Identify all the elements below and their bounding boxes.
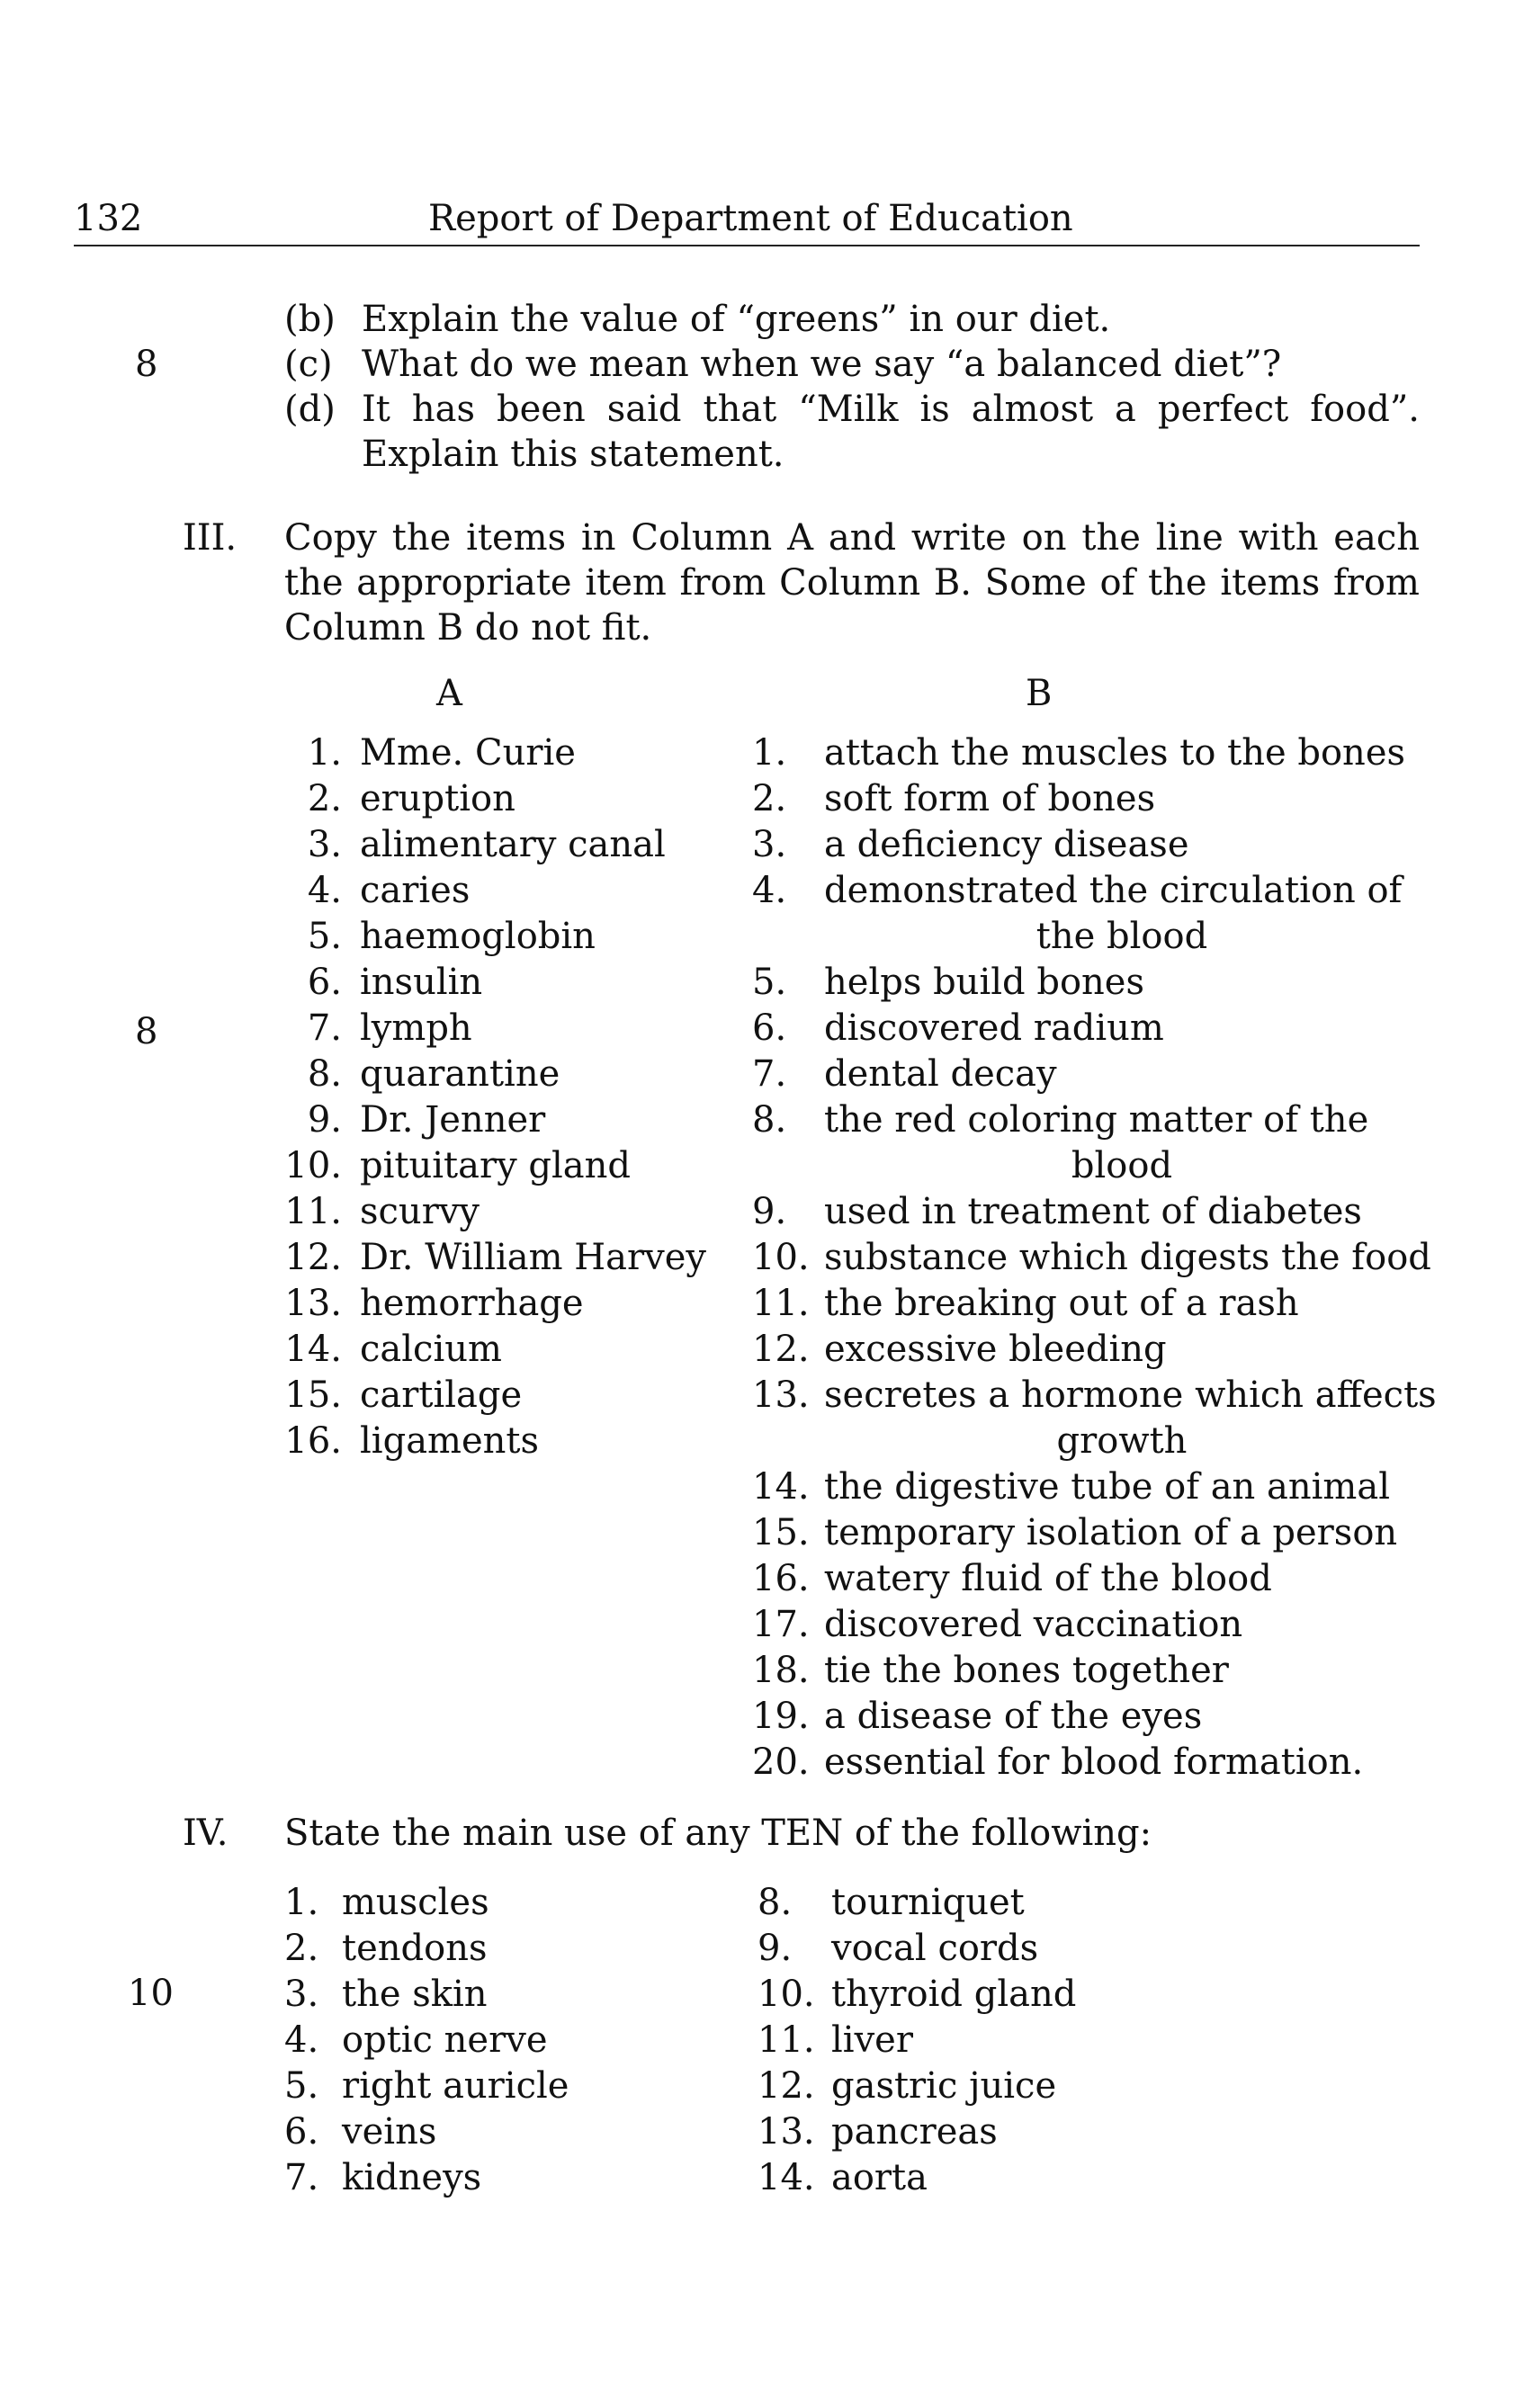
item-number: 16.: [752, 1558, 810, 1599]
question-c-text: What do we mean when we say “a balanced diet”?: [362, 344, 1282, 385]
list-item: [752, 1235, 1431, 1281]
list-item: [752, 960, 1420, 1006]
item-text: thyroid gland: [831, 1974, 1077, 2015]
list-item: [752, 1648, 1420, 1694]
item-text: caries: [360, 870, 471, 911]
question-b-text: Explain the value of “greens” in our diet.: [362, 299, 1111, 340]
question-c-label: (c): [284, 344, 333, 385]
item-number: 10.: [284, 1145, 342, 1186]
running-title: Report of Department of Education: [428, 198, 1073, 239]
item-number: 6.: [284, 2111, 319, 2153]
section-iii-instruction-line3: Column B do not fit.: [284, 607, 652, 649]
list-item: [284, 1926, 716, 1972]
section-iv-right-list: [758, 1880, 1387, 2201]
item-text: used in treatment of diabetes: [824, 1191, 1362, 1232]
item-number: 3.: [284, 1974, 319, 2015]
item-text: tourniquet: [831, 1882, 1025, 1923]
list-item: [270, 868, 702, 914]
item-number: 3.: [307, 824, 342, 865]
list-item: [270, 960, 702, 1006]
item-text: vocal cords: [831, 1928, 1039, 1969]
item-number: 15.: [284, 1374, 342, 1416]
list-item: [752, 1281, 1420, 1327]
item-text: the breaking out of a rash: [824, 1283, 1299, 1324]
item-text: muscles: [342, 1882, 489, 1923]
item-text: the red coloring matter of the: [824, 1099, 1369, 1141]
item-text-continuation: blood: [1071, 1145, 1173, 1186]
question-d-label: (d): [284, 389, 336, 430]
item-text: lymph: [360, 1007, 472, 1049]
item-text: discovered vaccination: [824, 1604, 1243, 1645]
item-number: 1.: [752, 732, 787, 774]
section-iii-marks: 8: [135, 1011, 158, 1052]
item-text: substance which digests the food: [824, 1237, 1431, 1278]
item-number: 6.: [307, 962, 342, 1003]
item-number: 17.: [752, 1604, 810, 1645]
section-iv-numeral: IV.: [183, 1813, 229, 1854]
item-text: ligaments: [360, 1420, 540, 1462]
item-text: eruption: [360, 778, 515, 819]
item-text: scurvy: [360, 1191, 480, 1232]
item-text: alimentary canal: [360, 824, 666, 865]
list-item: [752, 730, 1420, 776]
section-iii-instruction-line2: the appropriate item from Column B. Some of the items from: [284, 562, 1420, 604]
list-item: [270, 914, 702, 960]
item-text: haemoglobin: [360, 916, 596, 957]
item-text: calcium: [360, 1329, 502, 1370]
list-item: [758, 1972, 1387, 2018]
item-number: 15.: [752, 1512, 810, 1553]
item-text: attach the muscles to the bones: [824, 732, 1406, 774]
list-item: [270, 1097, 702, 1143]
section-ii-marks: 8: [135, 344, 158, 385]
item-text: pituitary gland: [360, 1145, 631, 1186]
item-number: 5.: [307, 916, 342, 957]
list-item: [752, 822, 1420, 868]
item-number: 9.: [758, 1928, 793, 1969]
list-item: [752, 1097, 1420, 1143]
list-item: [752, 1694, 1420, 1740]
item-text: Dr. William Harvey: [360, 1237, 707, 1278]
list-item: [752, 1464, 1420, 1510]
list-item: [758, 2018, 1387, 2063]
item-text: veins: [342, 2111, 437, 2153]
item-number: 9.: [752, 1191, 787, 1232]
item-text: Dr. Jenner: [360, 1099, 546, 1141]
column-b-heading: B: [1026, 673, 1053, 714]
list-item: [270, 1006, 702, 1052]
list-item: [284, 1972, 716, 2018]
item-number: 7.: [307, 1007, 342, 1049]
item-number: 4.: [284, 2019, 319, 2061]
item-number: 14.: [758, 2157, 815, 2198]
item-text: kidneys: [342, 2157, 482, 2198]
item-text: aorta: [831, 2157, 928, 2198]
section-iv-instruction: State the main use of any TEN of the following:: [284, 1813, 1152, 1854]
item-number: 14.: [752, 1466, 810, 1508]
list-item: [752, 1740, 1420, 1786]
item-number: 16.: [284, 1420, 342, 1462]
item-text: the skin: [342, 1974, 488, 2015]
list-item: [270, 1373, 702, 1419]
item-text: watery fluid of the blood: [824, 1558, 1272, 1599]
list-item: [270, 1235, 707, 1281]
item-number: 6.: [752, 1007, 787, 1049]
item-number: 4.: [752, 870, 787, 911]
item-number: 9.: [307, 1099, 342, 1141]
item-number: 12.: [758, 2065, 815, 2107]
section-iv-marks: 10: [128, 1973, 174, 2014]
item-number: 13.: [758, 2111, 815, 2153]
section-iii-numeral: III.: [183, 517, 238, 559]
list-item: [270, 1189, 702, 1235]
list-item: [284, 2018, 716, 2063]
item-text: a disease of the eyes: [824, 1696, 1203, 1737]
list-item: [752, 1602, 1420, 1648]
item-text-continuation: the blood: [1035, 916, 1208, 957]
list-item: [758, 2063, 1387, 2109]
question-b-label: (b): [284, 299, 336, 340]
list-item: [270, 1327, 702, 1373]
header-rule: [74, 245, 1420, 246]
item-number: 7.: [752, 1053, 787, 1095]
item-number: 1.: [284, 1882, 319, 1923]
item-number: 10.: [758, 1974, 815, 2015]
item-text: the digestive tube of an animal: [824, 1466, 1391, 1508]
item-text: right auricle: [342, 2065, 569, 2107]
item-text: a deficiency disease: [824, 824, 1189, 865]
item-number: 8.: [307, 1053, 342, 1095]
list-item: [752, 1327, 1420, 1373]
item-number: 10.: [752, 1237, 810, 1278]
item-text: quarantine: [360, 1053, 560, 1095]
list-item: [270, 1281, 702, 1327]
list-item: [752, 1556, 1420, 1602]
item-number: 11.: [284, 1191, 342, 1232]
item-number: 12.: [752, 1329, 810, 1370]
list-item: [270, 1143, 702, 1189]
item-number: 19.: [752, 1696, 810, 1737]
list-item-continuation: [752, 1143, 1420, 1189]
list-item: [270, 1419, 702, 1464]
list-item: [270, 776, 702, 822]
item-text: tendons: [342, 1928, 488, 1969]
item-text: essential for blood formation.: [824, 1741, 1364, 1783]
list-item: [752, 1052, 1420, 1097]
list-item: [758, 1880, 1387, 1926]
item-text: liver: [831, 2019, 913, 2061]
item-number: 1.: [307, 732, 342, 774]
item-number: 7.: [284, 2157, 319, 2198]
list-item: [752, 1510, 1420, 1556]
list-item: [284, 1880, 716, 1926]
list-item: [758, 2109, 1387, 2155]
item-text: demonstrated the circulation of: [824, 870, 1403, 911]
item-text-continuation: growth: [1056, 1420, 1188, 1462]
column-b-list: [752, 730, 1437, 1786]
item-number: 8.: [758, 1882, 793, 1923]
list-item-continuation: [752, 1419, 1420, 1464]
item-number: 20.: [752, 1741, 810, 1783]
item-number: 2.: [307, 778, 342, 819]
item-number: 12.: [284, 1237, 342, 1278]
list-item-continuation: [752, 914, 1420, 960]
item-number: 4.: [307, 870, 342, 911]
column-a-heading: A: [436, 673, 462, 714]
list-item: [758, 1926, 1387, 1972]
item-number: 2.: [752, 778, 787, 819]
list-item: [270, 822, 702, 868]
item-number: 13.: [752, 1374, 810, 1416]
item-number: 11.: [758, 2019, 815, 2061]
list-item: [752, 1373, 1437, 1419]
item-text: cartilage: [360, 1374, 523, 1416]
item-number: 2.: [284, 1928, 319, 1969]
item-text: dental decay: [824, 1053, 1057, 1095]
item-text: soft form of bones: [824, 778, 1156, 819]
list-item: [284, 2063, 716, 2109]
item-text: pancreas: [831, 2111, 998, 2153]
item-text: hemorrhage: [360, 1283, 584, 1324]
item-number: 8.: [752, 1099, 787, 1141]
page-number: 132: [74, 198, 143, 239]
list-item: [752, 1189, 1420, 1235]
column-a-list: [270, 730, 707, 1464]
section-iii-instruction-line1: Copy the items in Column A and write on the line with each: [284, 517, 1420, 559]
item-number: 3.: [752, 824, 787, 865]
list-item: [284, 2109, 716, 2155]
item-text: discovered radium: [824, 1007, 1164, 1049]
list-item: [758, 2155, 1387, 2201]
section-iv-left-list: [284, 1880, 716, 2201]
list-item: [752, 1006, 1420, 1052]
item-text: helps build bones: [824, 962, 1144, 1003]
item-text: temporary isolation of a person: [824, 1512, 1398, 1553]
list-item: [270, 1052, 702, 1097]
item-number: 5.: [284, 2065, 319, 2107]
list-item: [752, 776, 1420, 822]
list-item: [752, 868, 1420, 914]
item-text: insulin: [360, 962, 483, 1003]
item-text: excessive bleeding: [824, 1329, 1167, 1370]
item-text: secretes a hormone which affects: [824, 1374, 1437, 1416]
item-number: 11.: [752, 1283, 810, 1324]
question-d-text-line2: Explain this statement.: [362, 434, 784, 475]
item-text: gastric juice: [831, 2065, 1057, 2107]
item-number: 5.: [752, 962, 787, 1003]
item-text: Mme. Curie: [360, 732, 576, 774]
item-text: tie the bones together: [824, 1650, 1229, 1691]
list-item: [270, 730, 702, 776]
list-item: [284, 2155, 716, 2201]
item-number: 14.: [284, 1329, 342, 1370]
item-number: 18.: [752, 1650, 810, 1691]
item-text: optic nerve: [342, 2019, 548, 2061]
question-d-text-line1: It has been said that “Milk is almost a perfect food”.: [362, 389, 1420, 430]
item-number: 13.: [284, 1283, 342, 1324]
